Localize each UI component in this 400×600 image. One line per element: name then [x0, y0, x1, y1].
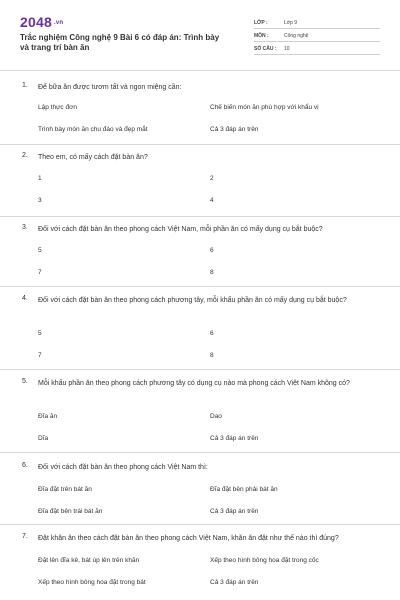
question-text: Để bữa ăn được tươm tất và ngon miệng cần: [38, 84, 182, 91]
answer-option[interactable]: 6 [210, 330, 214, 337]
answer-option[interactable]: 4 [210, 197, 214, 204]
answer-option[interactable]: Dao [210, 413, 222, 420]
answer-option[interactable]: Đĩa đặt trên bát ăn [38, 486, 92, 493]
question-divider [0, 452, 400, 453]
answer-option[interactable]: Trình bày món ăn chu đáo và đẹp mắt [38, 126, 148, 133]
answer-option[interactable]: Đĩa đặt bên phải bát ăn [210, 486, 278, 493]
meta-info [254, 16, 380, 55]
question-divider [0, 369, 400, 370]
answer-option[interactable]: Đặt lên đĩa kê, bát úp lên trên khăn [38, 557, 140, 564]
answer-option[interactable]: 3 [38, 197, 42, 204]
question-text: Mỗi khẩu phần ăn theo phong cách phương tây có dụng cụ nào mà phong cách Việt Nam không có? [38, 380, 350, 387]
question-number: 3. [22, 224, 28, 231]
document-header [0, 0, 400, 70]
answer-option[interactable]: Đĩa đặt bên trái bát ăn [38, 508, 103, 515]
meta-row-class [254, 16, 380, 29]
answer-option[interactable]: Dĩa [38, 435, 49, 442]
answer-option[interactable]: Chế biến món ăn phù hợp với khẩu vị [210, 104, 319, 111]
question-number: 5. [22, 378, 28, 385]
question-number: 1. [22, 82, 28, 89]
question-number: 2. [22, 152, 28, 159]
answer-option[interactable]: 8 [210, 352, 214, 359]
question-text: Theo em, có mấy cách đặt bàn ăn? [38, 154, 148, 161]
answer-option[interactable]: 7 [38, 352, 42, 359]
question-text: Đối với cách đặt bàn ăn theo phong cách Việt Nam, mỗi phần ăn có mấy dụng cụ bắt buộc? [38, 226, 323, 233]
question-number: 6. [22, 462, 28, 469]
site-logo[interactable] [20, 14, 63, 30]
question-divider [0, 524, 400, 525]
meta-value: Lớp 9 [284, 20, 298, 26]
meta-value: Công nghệ [284, 33, 309, 39]
answer-option[interactable]: 6 [210, 247, 214, 254]
question-text: Đối với cách đặt bàn ăn theo phong cách Việt Nam thì: [38, 464, 208, 471]
question-divider [0, 286, 400, 287]
logo-suffix: .vn [53, 20, 64, 27]
answer-option[interactable]: Xếp theo hình bông hoa đặt trong bát [38, 579, 146, 586]
meta-value: 10 [284, 46, 290, 52]
answer-option[interactable]: Lập thực đơn [38, 104, 77, 111]
answer-option[interactable]: 7 [38, 269, 42, 276]
answer-option[interactable]: Cả 3 đáp án trên [210, 126, 259, 133]
answer-option[interactable]: Cả 3 đáp án trên [210, 508, 259, 515]
meta-row-count [254, 42, 380, 55]
question-divider [0, 216, 400, 217]
answer-option[interactable]: Xếp theo hình bông hoa đặt trong cốc [210, 557, 319, 564]
question-number: 4. [22, 295, 28, 302]
answer-option[interactable]: 5 [38, 330, 42, 337]
question-number: 7. [22, 533, 28, 540]
answer-option[interactable]: Đĩa ăn [38, 413, 58, 420]
meta-key: SỐ CÂU : [254, 46, 277, 52]
answer-option[interactable]: 5 [38, 247, 42, 254]
question-divider [0, 144, 400, 145]
answer-option[interactable]: 1 [38, 175, 42, 182]
document-title: Trắc nghiệm Công nghệ 9 Bài 6 có đáp án: Trình bày và trang trí bàn ăn [20, 33, 220, 52]
meta-key: MÔN : [254, 33, 269, 39]
header-divider [0, 70, 400, 71]
answer-option[interactable]: 2 [210, 175, 214, 182]
question-text: Đối với cách đặt bàn ăn theo phong cách phương tây, mỗi khẩu phần ăn có mấy dụng cụ bắt buộc? [38, 297, 347, 304]
answer-option[interactable]: 8 [210, 269, 214, 276]
meta-row-subject [254, 29, 380, 42]
answer-option[interactable]: Cả 3 đáp án trên [210, 579, 259, 586]
answer-option[interactable]: Cả 3 đáp án trên [210, 435, 259, 442]
question-text: Đặt khăn ăn theo cách đặt bàn ăn theo phong cách Việt Nam, khăn ăn đặt như thế nào thì đúng? [38, 535, 339, 542]
meta-key: LỚP : [254, 20, 268, 26]
logo-text: 2048 [20, 14, 52, 30]
